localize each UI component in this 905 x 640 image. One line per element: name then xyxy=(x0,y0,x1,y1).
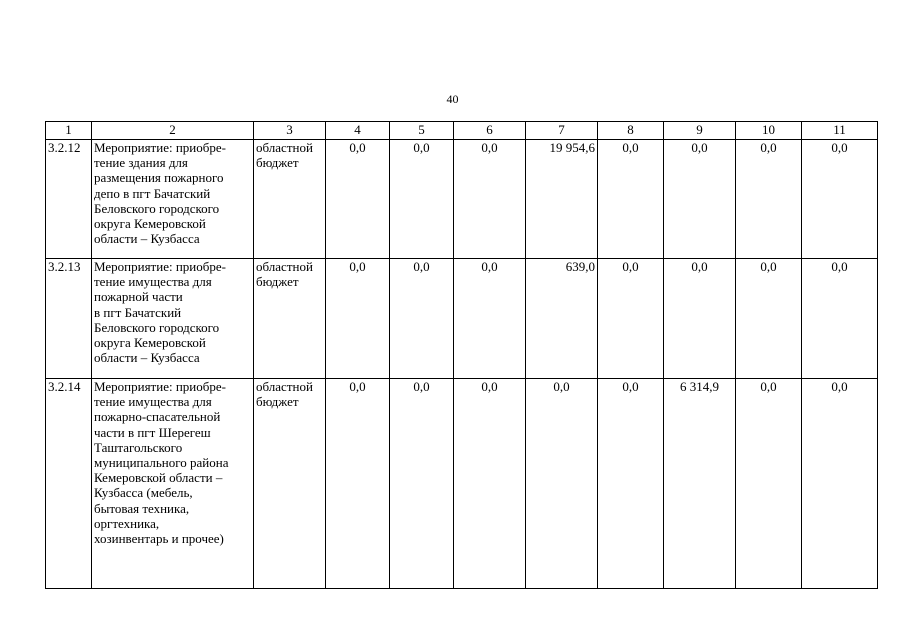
description-line: пожарной части xyxy=(94,289,183,305)
description-line: Кемеровской области – xyxy=(94,470,223,486)
row-value: 0,0 xyxy=(598,140,664,259)
row-value: 0,0 xyxy=(526,379,598,589)
row-description xyxy=(92,259,254,379)
description-line: депо в пгт Бачатский xyxy=(94,185,211,201)
row-value: 6 314,9 xyxy=(664,379,736,589)
row-value: 639,0 xyxy=(526,259,598,379)
row-value: 0,0 xyxy=(326,379,390,589)
row-value: 0,0 xyxy=(390,259,454,379)
source-line: областной xyxy=(256,140,313,155)
source-line: бюджет xyxy=(256,394,299,410)
column-header: 2 xyxy=(92,122,254,140)
description-line: Кузбасса (мебель, xyxy=(94,485,193,501)
description-line: области – Кузбасса xyxy=(94,231,200,247)
row-value: 0,0 xyxy=(802,259,878,379)
column-header: 7 xyxy=(526,122,598,140)
description-line: размещения пожарного xyxy=(94,170,224,186)
row-value: 0,0 xyxy=(664,140,736,259)
column-header: 8 xyxy=(598,122,664,140)
column-header: 9 xyxy=(664,122,736,140)
description-line: области – Кузбасса xyxy=(94,350,200,366)
column-header: 4 xyxy=(326,122,390,140)
budget-table xyxy=(45,121,878,589)
description-line: Мероприятие: приобре- xyxy=(94,140,226,155)
row-value: 0,0 xyxy=(326,259,390,379)
description-line: Беловского городского xyxy=(94,200,220,216)
source-line: бюджет xyxy=(256,155,299,171)
page-number: 40 xyxy=(446,92,459,106)
row-value: 0,0 xyxy=(598,379,664,589)
description-line: Мероприятие: приобре- xyxy=(94,259,226,274)
table-header-row xyxy=(46,122,878,140)
row-value: 19 954,6 xyxy=(526,140,598,259)
row-value: 0,0 xyxy=(736,379,802,589)
table-row xyxy=(46,379,878,589)
row-value: 0,0 xyxy=(664,259,736,379)
row-value: 0,0 xyxy=(598,259,664,379)
description-line: Мероприятие: приобре- xyxy=(94,379,226,394)
row-value: 0,0 xyxy=(390,379,454,589)
row-value: 0,0 xyxy=(326,140,390,259)
row-description xyxy=(92,140,254,259)
source-line: областной xyxy=(256,379,313,394)
row-value: 0,0 xyxy=(802,140,878,259)
row-value: 0,0 xyxy=(802,379,878,589)
column-header: 6 xyxy=(454,122,526,140)
row-funding-source xyxy=(254,140,326,259)
description-line: тение имущества для xyxy=(94,394,212,410)
row-value: 0,0 xyxy=(390,140,454,259)
row-code: 3.2.12 xyxy=(46,140,92,259)
description-line: округа Кемеровской xyxy=(94,335,206,351)
row-value: 0,0 xyxy=(454,379,526,589)
column-header: 1 xyxy=(46,122,92,140)
description-line: оргтехника, xyxy=(94,515,160,531)
description-line: Таштагольского xyxy=(94,439,183,455)
description-line: округа Кемеровской xyxy=(94,216,206,232)
row-value: 0,0 xyxy=(454,140,526,259)
column-header: 11 xyxy=(802,122,878,140)
source-line: областной xyxy=(256,259,313,274)
description-line: тение здания для xyxy=(94,155,188,171)
row-value: 0,0 xyxy=(736,140,802,259)
description-line: муниципального района xyxy=(94,455,229,471)
description-line: бытовая техника, xyxy=(94,500,190,516)
source-line: бюджет xyxy=(256,274,299,290)
row-funding-source xyxy=(254,259,326,379)
column-header: 5 xyxy=(390,122,454,140)
table-row xyxy=(46,259,878,379)
description-line: части в пгт Шерегеш xyxy=(94,424,211,440)
row-funding-source xyxy=(254,379,326,589)
column-header: 10 xyxy=(736,122,802,140)
row-description xyxy=(92,379,254,589)
row-code: 3.2.14 xyxy=(46,379,92,589)
row-code: 3.2.13 xyxy=(46,259,92,379)
description-line: в пгт Бачатский xyxy=(94,304,182,320)
description-line: Беловского городского xyxy=(94,319,220,335)
table-row xyxy=(46,140,878,259)
description-line: тение имущества для xyxy=(94,274,212,290)
description-line: пожарно-спасательной xyxy=(94,409,221,425)
row-value: 0,0 xyxy=(454,259,526,379)
description-line: хозинвентарь и прочее) xyxy=(94,531,224,547)
column-header: 3 xyxy=(254,122,326,140)
row-value: 0,0 xyxy=(736,259,802,379)
